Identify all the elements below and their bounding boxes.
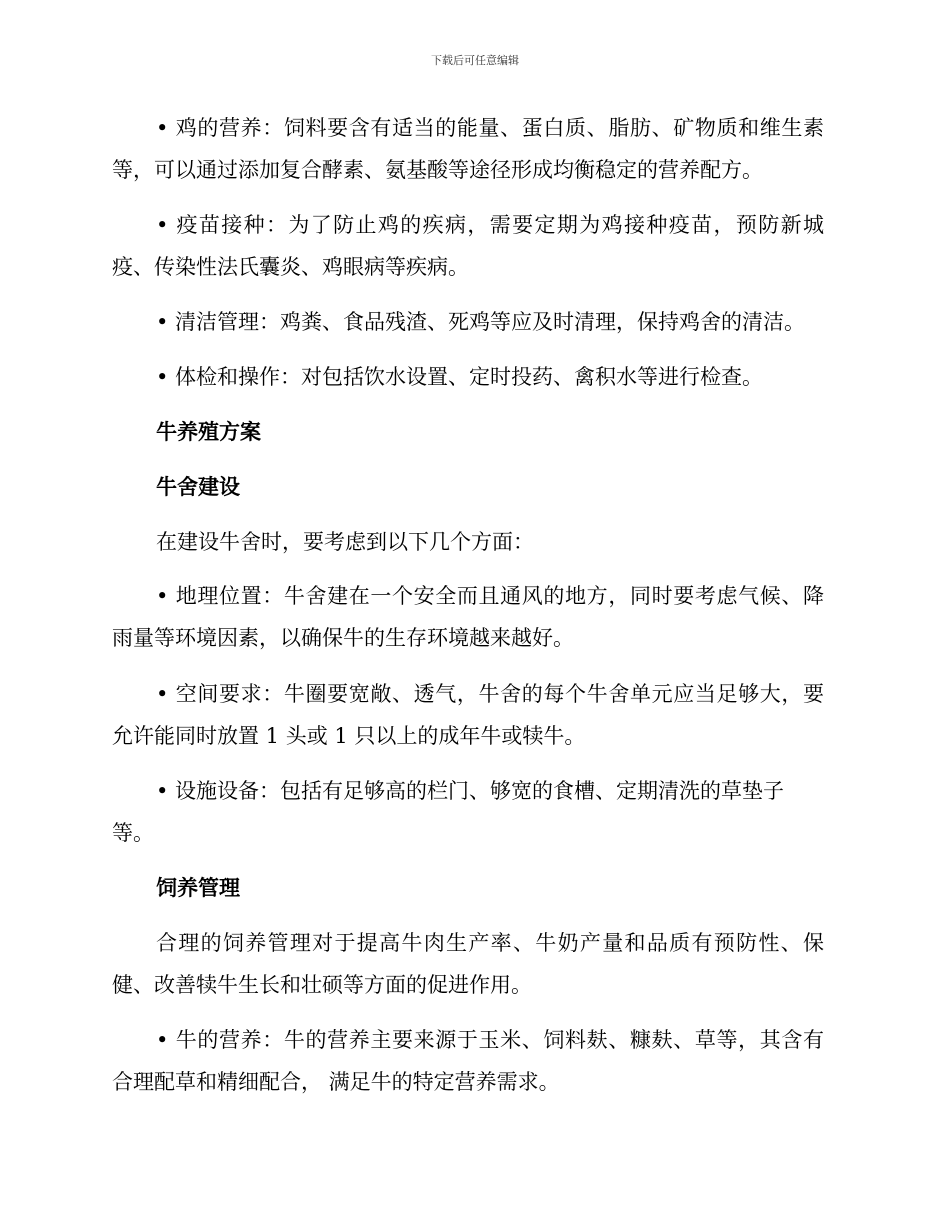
paragraph-line: 雨量等环境因素，以确保牛的生存环境越来越好。 (112, 626, 574, 650)
paragraph-line: 在建设牛舍时，要考虑到以下几个方面： (156, 530, 534, 554)
paragraph-line: • 地理位置：牛舍建在一个安全而且通风的地方，同时要考虑气候、降 (156, 584, 824, 608)
paragraph-line: 合理配草和精细配合， 满足牛的特定营养需求。 (112, 1070, 560, 1094)
paragraph-line: • 鸡的营养：饲料要含有适当的能量、蛋白质、脂肪、矿物质和维生素 (156, 116, 824, 140)
paragraph-line: • 疫苗接种：为了防止鸡的疾病，需要定期为鸡接种疫苗，预防新城 (156, 213, 824, 237)
paragraph-line: 等，可以通过添加复合酵素、氨基酸等途径形成均衡稳定的营养配方。 (112, 158, 763, 182)
paragraph-line: 健、改善犊牛生长和壮硕等方面的促进作用。 (112, 973, 532, 997)
page-header: 下载后可任意编辑 (431, 54, 519, 67)
paragraph-line: • 设施设备：包括有足够高的栏门、够宽的食槽、定期清洗的草垫子 (156, 779, 785, 803)
paragraph-line: • 空间要求：牛圈要宽敞、透气，牛舍的每个牛舍单元应当足够大，要 (156, 682, 824, 706)
paragraph-line: 允许能同时放置 1 头或 1 只以上的成年牛或犊牛。 (112, 724, 586, 748)
paragraph-line: • 清洁管理：鸡粪、食品残渣、死鸡等应及时清理，保持鸡舍的清洁。 (156, 310, 806, 334)
section-heading: 饲养管理 (156, 876, 240, 900)
paragraph-line: • 体检和操作：对包括饮水设置、定时投药、禽积水等进行检查。 (156, 365, 764, 389)
paragraph-line: 等。 (112, 821, 154, 845)
paragraph-line: 疫、传染性法氏囊炎、鸡眼病等疾病。 (112, 255, 469, 279)
section-heading: 牛舍建设 (156, 475, 240, 499)
paragraph-line: • 牛的营养：牛的营养主要来源于玉米、饲料麸、糠麸、草等，其含有 (156, 1028, 824, 1052)
section-heading: 牛养殖方案 (156, 420, 261, 444)
paragraph-line: 合理的饲养管理对于提高牛肉生产率、牛奶产量和品质有预防性、保 (156, 931, 824, 955)
